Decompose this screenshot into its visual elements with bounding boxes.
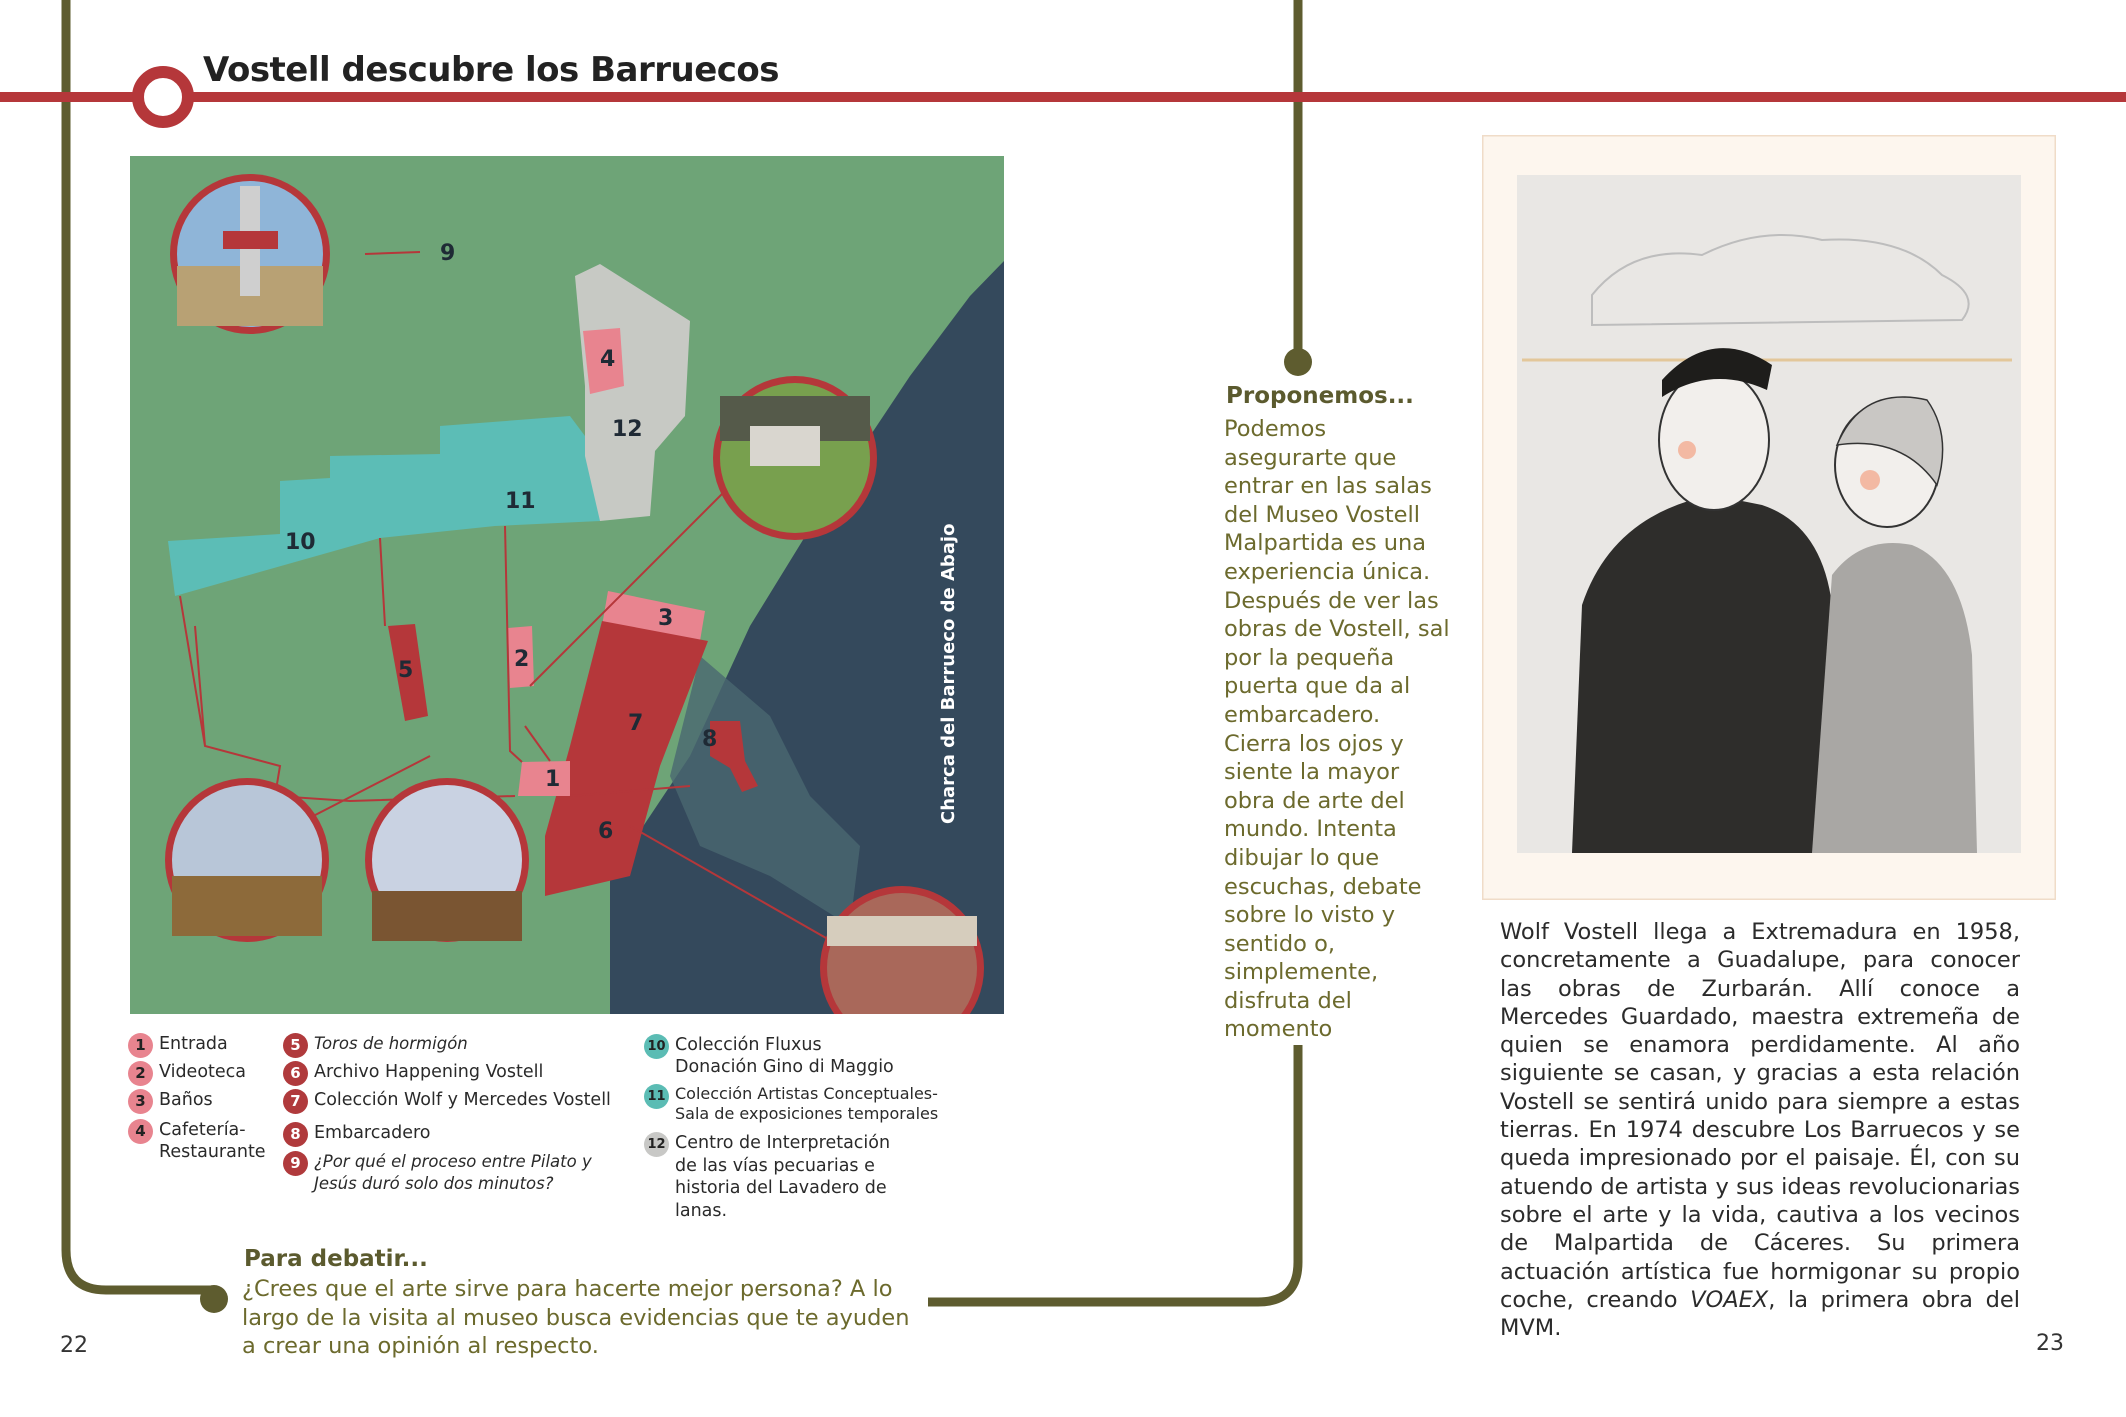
proponemos-line: por la pequeña (1224, 644, 1395, 671)
map-label-1: 1 (545, 767, 561, 792)
page-title: Vostell descubre los Barruecos (203, 50, 779, 90)
legend-num: 7 (283, 1089, 308, 1114)
proponemos-line: obra de arte del (1224, 787, 1405, 814)
legend-item-5 (283, 1033, 468, 1058)
legend-item-12 (644, 1132, 890, 1222)
photo-5 (713, 376, 877, 540)
proponemos-line: embarcadero. (1224, 701, 1381, 728)
legend-item-2 (128, 1061, 246, 1086)
photo-1-a (165, 778, 329, 942)
map-label-9: 9 (440, 241, 456, 266)
proponemos-line: Después de ver las (1224, 587, 1439, 614)
legend-num: 1 (128, 1033, 153, 1058)
legend-num: 10 (644, 1034, 669, 1059)
page-number-right: 23 (2036, 1331, 2064, 1356)
debate-body (242, 1275, 922, 1361)
legend-text: Archivo Happening Vostell (314, 1062, 544, 1082)
legend-item-10 (644, 1034, 894, 1078)
legend-item-4 (128, 1119, 266, 1163)
biography-text: Wolf Vostell llega a Extremadura en 1958, concretamente a Guadalupe, para conocer las obras de Zurbarán. Allí conoce a Mercedes Guardado, maestra extremeña de quien se enamora perdidamente. Al año siguiente se casan, y gracias a esta relación Vostell se sentirá unido para siempre a estas tierras. En 1974 descubre Los Barruecos y se queda impresionado por el paisaje. Él, con su atuendo de artista y sus ideas revolucionarias sobre el arte y la vida, cautiva a los vecinos de Malpartida de Cáceres. Su primera actuación artística fue hormigonar su propio coche, creando VOAEX, la primera obra del MVM. (1500, 919, 2020, 1342)
legend-item-11 (644, 1084, 938, 1124)
legend-text: Colección Artistas Conceptuales- Sala de exposiciones temporales (675, 1084, 939, 1123)
proponemos-line: entrar en las salas (1224, 473, 1432, 500)
red-header-rule (0, 92, 2126, 102)
red-ring-icon (138, 72, 188, 122)
proponemos-line: asegurarte que (1224, 444, 1397, 471)
legend-item-6 (283, 1061, 543, 1086)
legend-text: Entrada (159, 1034, 228, 1054)
vostell-couple-illustration (1482, 135, 2056, 900)
map-label-6: 6 (598, 819, 614, 844)
man-head (1659, 370, 1769, 510)
page-number-left: 22 (60, 1333, 88, 1358)
legend-text: Centro de Interpretación de las vías pecuarias e historia del Lavadero de lanas. (675, 1133, 891, 1221)
legend-num: 12 (644, 1132, 669, 1157)
photo-1-b (365, 778, 529, 942)
legend-text: Colección Wolf y Mercedes Vostell (314, 1090, 611, 1110)
map-label-4: 4 (600, 347, 616, 372)
legend-text: Baños (159, 1090, 213, 1110)
debate-heading: Para debatir... (244, 1246, 428, 1272)
proponemos-heading: Proponemos... (1226, 383, 1414, 409)
proponemos-line: mundo. Intenta (1224, 816, 1397, 843)
olive-dot-mid (1284, 348, 1312, 376)
map-label-2: 2 (514, 647, 530, 672)
photo-9 (170, 174, 330, 334)
legend-num: 3 (128, 1089, 153, 1114)
map-label-3: 3 (658, 606, 674, 631)
legend-num: 9 (283, 1151, 308, 1176)
legend-num: 2 (128, 1061, 153, 1086)
man-cheek (1678, 441, 1696, 459)
woman-cheek (1860, 470, 1880, 490)
olive-dot-left (200, 1285, 228, 1313)
debate-line: largo de la visita al museo busca evidencias que te ayuden (242, 1304, 910, 1331)
legend-item-3 (128, 1089, 213, 1114)
water-label: Charca del Barrueco de Abajo (938, 523, 959, 824)
legend-text: ¿Por qué el proceso entre Pilato y Jesús duró solo dos minutos? (314, 1152, 592, 1193)
legend-num: 8 (283, 1122, 308, 1147)
proponemos-line: del Museo Vostell (1224, 501, 1420, 528)
legend-num: 5 (283, 1033, 308, 1058)
olive-frame-line-right (928, 1045, 1298, 1302)
legend-num: 4 (128, 1119, 153, 1144)
proponemos-body (1224, 415, 1454, 1044)
proponemos-line: experiencia única. (1224, 558, 1431, 585)
map-label-10: 10 (285, 530, 316, 555)
map-label-8: 8 (702, 727, 718, 752)
map-label-11: 11 (505, 489, 536, 514)
map-label-7: 7 (628, 711, 644, 736)
proponemos-line: Malpartida es una (1224, 530, 1427, 557)
proponemos-line: momento (1224, 1016, 1333, 1043)
proponemos-line: puerta que da al (1224, 673, 1411, 700)
woman-coat (1812, 543, 1977, 853)
legend-text: Toros de hormigón (314, 1034, 468, 1053)
legend-num: 6 (283, 1061, 308, 1086)
proponemos-line: dibujar lo que (1224, 844, 1380, 871)
proponemos-line: escuchas, debate (1224, 873, 1422, 900)
legend-item-7 (283, 1089, 611, 1114)
proponemos-line: sobre lo visto y (1224, 902, 1396, 929)
legend-text: Cafetería- Restaurante (159, 1120, 266, 1162)
debate-line: ¿Crees que el arte sirve para hacerte mejor persona? A lo (242, 1276, 893, 1302)
legend-item-8 (283, 1122, 430, 1147)
proponemos-line: Cierra los ojos y (1224, 730, 1404, 757)
proponemos-line: siente la mayor (1224, 759, 1400, 786)
proponemos-line: simplemente, (1224, 959, 1379, 986)
proponemos-line: sentido o, (1224, 930, 1336, 957)
proponemos-line: Podemos (1224, 416, 1327, 442)
proponemos-line: obras de Vostell, sal (1224, 616, 1450, 643)
building-1 (518, 761, 570, 796)
proponemos-line: disfruta del (1224, 987, 1352, 1014)
legend-num: 11 (644, 1084, 669, 1109)
map-label-5: 5 (398, 658, 414, 683)
map-label-12: 12 (612, 417, 643, 442)
legend-item-1 (128, 1033, 228, 1058)
legend-item-9 (283, 1151, 592, 1195)
legend-text: Embarcadero (314, 1123, 431, 1143)
debate-line: a crear una opinión al respecto. (242, 1333, 599, 1360)
legend-text: Colección Fluxus Donación Gino di Maggio (675, 1035, 894, 1077)
legend-text: Videoteca (159, 1062, 247, 1082)
museum-map (130, 156, 1004, 1014)
